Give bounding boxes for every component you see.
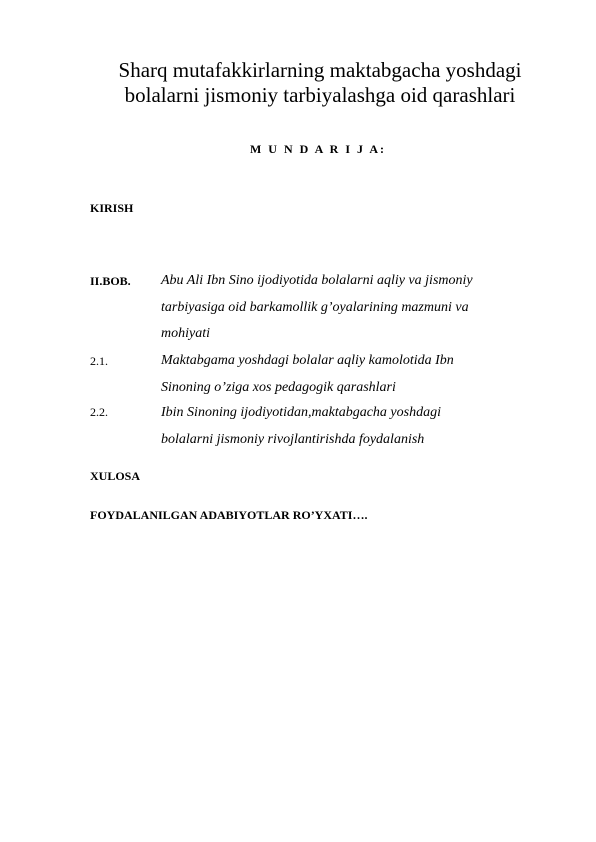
toc-entry-2-1-text: Maktabgama yoshdagi bolalar aqliy kamolotida Ibn Sinoning o’ziga xos pedagogik qarashlari [161,353,454,395]
toc-entry-chapter-2-text: Abu Ali Ibn Sino ijodiyotida bolalarni aqliy va jismoniy tarbiyasiga oid barkamollik g’oyalarining mazmuni va mohiyati [161,273,473,341]
toc-entry-2-2-label: 2.2. [90,405,108,419]
toc-entry-chapter-2-label: II.BOB. [90,274,131,288]
toc-entry-intro-label: KIRISH [90,201,134,215]
toc-entry-2-2-text: Ibin Sinoning ijodiyotidan,maktabgacha yoshdagi bolalarni jismoniy rivojlantirishda foydalanish [161,405,441,447]
toc-entry-references-label: FOYDALANILGAN ADABIYOTLAR RO’YXATI…. [90,508,368,522]
toc-entry-conclusion-label: XULOSA [90,469,141,483]
toc-entry-2-1-label: 2.1. [90,354,108,368]
document-title: Sharq mutafakkirlarning maktabgacha yoshdagi bolalarni jismoniy tarbiyalashga oid qarashlari [118,58,522,107]
toc-heading: M U N D A R I J A: [249,142,386,156]
